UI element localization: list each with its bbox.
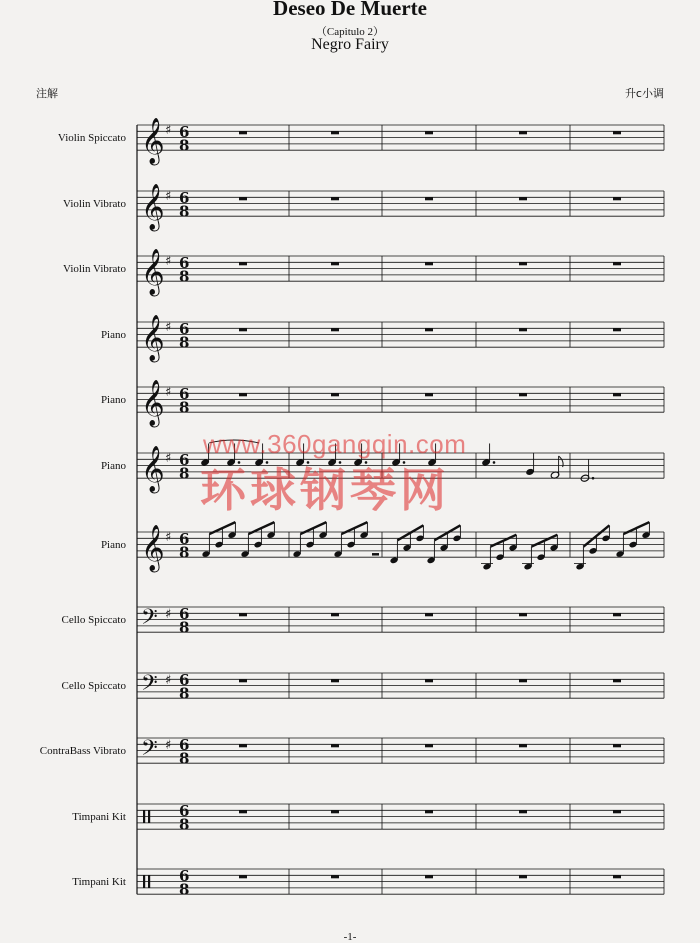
- whole-rest: [425, 131, 433, 134]
- percussion-clef: [143, 875, 145, 888]
- composer-name: Negro Fairy: [311, 36, 389, 53]
- eighth-rest: [372, 553, 379, 556]
- whole-rest: [239, 679, 247, 682]
- time-signature-denominator: 8: [179, 464, 190, 483]
- time-signature-denominator: 8: [179, 136, 190, 155]
- key-signature-sharp: ♯: [165, 123, 172, 138]
- whole-rest: [425, 744, 433, 747]
- whole-rest: [519, 613, 527, 616]
- key-signature-sharp: ♯: [165, 189, 172, 204]
- staff-label-cello-spiccato-1: Cello Spiccato: [61, 614, 126, 626]
- treble-clef: 𝄞: [141, 380, 165, 427]
- time-signature-numerator: 6: [179, 530, 190, 549]
- time-signature-numerator: 6: [179, 189, 190, 208]
- whole-rest: [519, 262, 527, 265]
- whole-rest: [613, 262, 621, 265]
- treble-clef: 𝄞: [141, 525, 165, 572]
- whole-rest: [425, 393, 433, 396]
- whole-rest: [331, 613, 339, 616]
- time-signature-numerator: 6: [179, 254, 190, 273]
- treble-clef: 𝄞: [141, 249, 165, 296]
- time-signature-numerator: 6: [179, 123, 190, 142]
- key-signature-sharp: ♯: [165, 254, 172, 269]
- whole-rest: [239, 393, 247, 396]
- time-signature-denominator: 8: [179, 333, 190, 352]
- whole-rest: [331, 679, 339, 682]
- staff-label-timpani-kit-2: Timpani Kit: [72, 876, 126, 888]
- time-signature-denominator: 8: [179, 815, 190, 834]
- time-signature-numerator: 6: [179, 385, 190, 404]
- whole-rest: [519, 875, 527, 878]
- time-signature-numerator: 6: [179, 451, 190, 470]
- whole-rest: [331, 131, 339, 134]
- whole-rest: [331, 875, 339, 878]
- time-signature-denominator: 8: [179, 618, 190, 637]
- whole-rest: [425, 810, 433, 813]
- percussion-clef: [143, 810, 145, 823]
- time-signature-denominator: 8: [179, 267, 190, 286]
- key-signature-sharp: ♯: [165, 320, 172, 335]
- whole-rest: [239, 262, 247, 265]
- whole-rest: [425, 875, 433, 878]
- staff-label-piano-3: Piano: [100, 460, 126, 472]
- time-signature-denominator: 8: [179, 749, 190, 768]
- key-signature-sharp: ♯: [165, 530, 172, 545]
- treble-clef: 𝄞: [141, 118, 165, 165]
- whole-rest: [519, 393, 527, 396]
- whole-rest: [613, 197, 621, 200]
- time-signature-numerator: 6: [179, 867, 190, 886]
- staff-label-violin-spiccato: Violin Spiccato: [57, 132, 126, 144]
- page-number: -1-: [343, 931, 357, 943]
- watermark-text: 环球钢琴网: [200, 463, 450, 517]
- whole-rest: [519, 810, 527, 813]
- whole-rest: [425, 197, 433, 200]
- time-signature-denominator: 8: [179, 202, 190, 221]
- treble-clef: 𝄞: [141, 446, 165, 493]
- whole-rest: [613, 613, 621, 616]
- whole-rest: [331, 744, 339, 747]
- whole-rest: [613, 810, 621, 813]
- whole-rest: [331, 393, 339, 396]
- treble-clef: 𝄞: [141, 184, 165, 231]
- whole-rest: [331, 328, 339, 331]
- key-signature-sharp: ♯: [165, 607, 172, 622]
- whole-rest: [239, 328, 247, 331]
- time-signature-denominator: 8: [179, 880, 190, 899]
- whole-rest: [239, 197, 247, 200]
- staff-label-violin-vibrato-1: Violin Vibrato: [63, 198, 126, 210]
- whole-rest: [331, 810, 339, 813]
- score-title: Deseo De Muerte: [273, 0, 427, 20]
- time-signature-numerator: 6: [179, 736, 190, 755]
- whole-rest: [519, 744, 527, 747]
- whole-rest: [331, 197, 339, 200]
- time-signature-denominator: 8: [179, 398, 190, 417]
- key-signature-sharp: ♯: [165, 738, 172, 753]
- whole-rest: [239, 131, 247, 134]
- time-signature-numerator: 6: [179, 320, 190, 339]
- staff-label-piano-1: Piano: [100, 329, 126, 341]
- whole-rest: [613, 328, 621, 331]
- staff-label-cello-spiccato-2: Cello Spiccato: [61, 680, 126, 692]
- key-signature-sharp: ♯: [165, 673, 172, 688]
- whole-rest: [425, 262, 433, 265]
- whole-rest: [239, 613, 247, 616]
- time-signature-numerator: 6: [179, 802, 190, 821]
- whole-rest: [425, 679, 433, 682]
- whole-rest: [519, 328, 527, 331]
- whole-rest: [613, 131, 621, 134]
- time-signature-denominator: 8: [179, 684, 190, 703]
- whole-rest: [613, 679, 621, 682]
- annotation-label: 注解: [36, 87, 58, 100]
- percussion-clef: [148, 875, 150, 888]
- augmentation-dot: [493, 461, 496, 464]
- whole-rest: [613, 875, 621, 878]
- whole-rest: [425, 328, 433, 331]
- bass-clef: 𝄢: [141, 735, 158, 766]
- whole-rest: [519, 197, 527, 200]
- whole-rest: [519, 679, 527, 682]
- staff-label-piano-4: Piano: [100, 539, 126, 551]
- bass-clef: 𝄢: [141, 670, 158, 701]
- score-subtitle: （Capitulo 2）: [315, 26, 385, 38]
- time-signature-numerator: 6: [179, 605, 190, 624]
- staff-label-timpani-kit-1: Timpani Kit: [72, 811, 126, 823]
- whole-rest: [519, 131, 527, 134]
- treble-clef: 𝄞: [141, 315, 165, 362]
- staff-label-violin-vibrato-2: Violin Vibrato: [63, 263, 126, 275]
- whole-rest: [613, 393, 621, 396]
- key-signature-label: 升c小调: [624, 87, 664, 100]
- key-signature-sharp: ♯: [165, 385, 172, 400]
- whole-rest: [239, 744, 247, 747]
- whole-rest: [613, 744, 621, 747]
- watermark-url: www.360gangqin.com: [203, 429, 467, 459]
- whole-rest: [425, 613, 433, 616]
- staff-label-piano-2: Piano: [100, 394, 126, 406]
- whole-rest: [239, 875, 247, 878]
- bass-clef: 𝄢: [141, 604, 158, 635]
- augmentation-dot: [592, 477, 595, 480]
- staff-label-contrabass-vibrato: ContraBass Vibrato: [39, 745, 126, 757]
- key-signature-sharp: ♯: [165, 451, 172, 466]
- whole-rest: [239, 810, 247, 813]
- whole-rest: [331, 262, 339, 265]
- percussion-clef: [148, 810, 150, 823]
- time-signature-numerator: 6: [179, 671, 190, 690]
- time-signature-denominator: 8: [179, 543, 190, 562]
